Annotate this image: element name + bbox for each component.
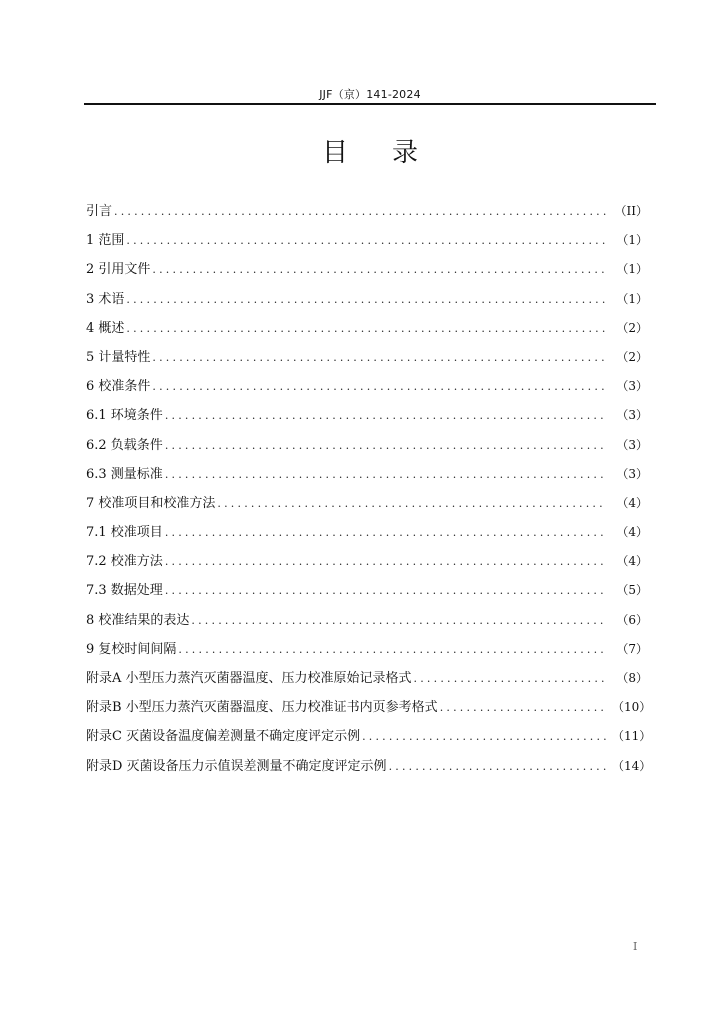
- toc-entry-page: （4）: [616, 495, 648, 510]
- toc-entry[interactable]: [86, 226, 648, 255]
- toc-entry-page: （8）: [616, 671, 648, 685]
- toc-leader-dots: [165, 460, 606, 489]
- toc-entry[interactable]: [86, 547, 648, 576]
- toc-entry-label: 6 校准条件: [86, 379, 151, 395]
- toc-entry-label: 9 复校时间间隔: [86, 641, 177, 657]
- toc-entry-page: （4）: [616, 525, 648, 540]
- toc-entry-page: （3）: [616, 466, 648, 481]
- toc-entry-page: （2）: [616, 349, 648, 364]
- toc-entry[interactable]: [86, 431, 648, 460]
- toc-leader-dots: [414, 664, 606, 693]
- toc-leader-dots: [165, 401, 606, 430]
- toc-leader-dots: [152, 255, 606, 284]
- toc-entry-page: （14）: [612, 758, 652, 773]
- toc-entry-page: （1）: [616, 233, 648, 248]
- toc-entry-label: 引言: [86, 204, 113, 219]
- toc-leader-dots: [126, 285, 606, 314]
- toc-entry[interactable]: [86, 460, 648, 489]
- toc-entry[interactable]: [86, 576, 648, 605]
- toc-entry-label: 8 校准结果的表达: [86, 612, 190, 628]
- toc-entry[interactable]: [86, 401, 648, 430]
- toc-entry-label: 附录D 灭菌设备压力示值误差测量不确定度评定示例: [86, 758, 387, 774]
- toc-entry[interactable]: [86, 343, 648, 372]
- toc-entry-page: （3）: [616, 379, 648, 394]
- toc-entry[interactable]: [86, 197, 648, 226]
- toc-entry[interactable]: [86, 489, 648, 518]
- toc-entry-page: （II）: [614, 204, 648, 218]
- toc-entry-page: （6）: [616, 612, 648, 627]
- toc-entry[interactable]: [86, 285, 648, 314]
- toc-leader-dots: [389, 752, 606, 781]
- toc-entry-page: （10）: [612, 700, 652, 715]
- toc-entry-page: （2）: [616, 320, 648, 335]
- toc-entry-label: 7.1 校准项目: [86, 525, 163, 541]
- toc-entry[interactable]: [86, 518, 648, 547]
- toc-leader-dots: [152, 343, 606, 372]
- toc-entry-page: （4）: [616, 554, 648, 569]
- toc-entry[interactable]: [86, 635, 648, 664]
- toc-entry[interactable]: [86, 722, 652, 751]
- toc-entry-page: （3）: [616, 437, 648, 452]
- toc-entry[interactable]: [86, 752, 652, 781]
- toc-entry-label: 5 计量特性: [86, 349, 151, 365]
- toc-entry[interactable]: [86, 314, 648, 343]
- toc-leader-dots: [126, 314, 606, 343]
- toc-leader-dots: [191, 606, 606, 635]
- toc-leader-dots: [165, 547, 606, 576]
- toc-entry[interactable]: [86, 372, 648, 401]
- toc-entry-label: 3 术语: [86, 291, 125, 307]
- toc-entry[interactable]: [86, 693, 652, 722]
- toc-leader-dots: [165, 576, 606, 605]
- toc-leader-dots: [165, 518, 606, 547]
- toc-entry-label: 7 校准项目和校准方法: [86, 495, 216, 511]
- toc-leader-dots: [178, 635, 606, 664]
- toc-entry-label: 附录A 小型压力蒸汽灭菌器温度、压力校准原始记录格式: [86, 671, 412, 686]
- toc-entry-page: （1）: [616, 291, 648, 306]
- toc-entry-label: 附录B 小型压力蒸汽灭菌器温度、压力校准证书内页参考格式: [86, 700, 438, 716]
- toc-leader-dots: [152, 372, 606, 401]
- toc-entry-label: 7.2 校准方法: [86, 554, 163, 570]
- toc-entry-label: 6.1 环境条件: [86, 408, 163, 424]
- toc-entry-label: 6.3 测量标准: [86, 466, 163, 482]
- toc-entry-page: （7）: [616, 641, 648, 656]
- toc-entry-label: 4 概述: [86, 320, 125, 336]
- toc-leader-dots: [440, 693, 606, 722]
- toc-entry-page: （5）: [616, 583, 648, 598]
- toc-leader-dots: [114, 197, 606, 226]
- toc-leader-dots: [126, 226, 606, 255]
- toc-entry-page: （1）: [616, 262, 648, 277]
- toc-leader-dots: [217, 489, 606, 518]
- page-title: 目录: [321, 138, 462, 168]
- toc-entry-page: （11）: [612, 729, 652, 744]
- toc-entry[interactable]: [86, 664, 648, 693]
- toc-leader-dots: [362, 722, 606, 751]
- table-of-contents: [86, 197, 652, 781]
- toc-entry-label: 6.2 负载条件: [86, 437, 163, 453]
- header-divider: [84, 103, 656, 105]
- toc-entry[interactable]: [86, 255, 648, 284]
- toc-entry-label: 1 范围: [86, 233, 125, 249]
- document-header-code: JJF（京）141-2024: [319, 88, 421, 101]
- toc-entry-label: 附录C 灭菌设备温度偏差测量不确定度评定示例: [86, 729, 361, 745]
- page-number: I: [633, 940, 638, 953]
- toc-entry[interactable]: [86, 606, 648, 635]
- toc-leader-dots: [165, 431, 606, 460]
- toc-entry-page: （3）: [616, 408, 648, 423]
- toc-entry-label: 7.3 数据处理: [86, 583, 163, 599]
- toc-entry-label: 2 引用文件: [86, 262, 151, 278]
